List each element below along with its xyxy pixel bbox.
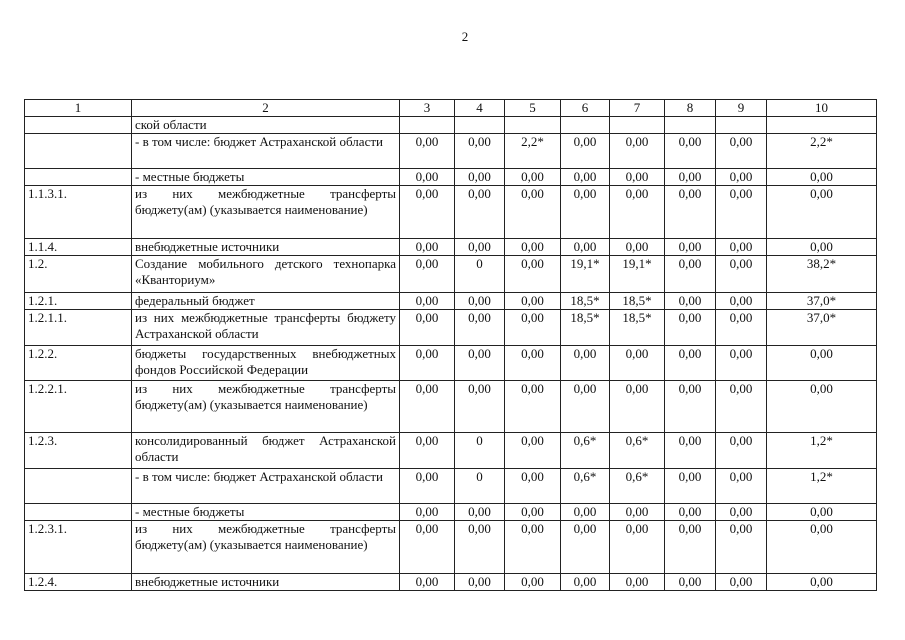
table-row <box>25 256 877 293</box>
row-value-col-3: 0,00 <box>400 469 455 504</box>
row-description: из них межбюджетные трансферты бюджету(ам) (указывается наименование) <box>132 186 400 239</box>
table-row <box>25 169 877 186</box>
row-value-col-4: 0,00 <box>455 346 505 381</box>
row-value-col-9: 0,00 <box>716 504 767 521</box>
row-value-col-4: 0,00 <box>455 521 505 574</box>
row-value-col-4: 0,00 <box>455 169 505 186</box>
row-value-col-9: 0,00 <box>716 346 767 381</box>
row-value-col-8: 0,00 <box>665 293 716 310</box>
row-value-col-4: 0 <box>455 469 505 504</box>
row-code <box>25 117 132 134</box>
row-code <box>25 169 132 186</box>
table-row <box>25 239 877 256</box>
table-row <box>25 521 877 574</box>
table-row <box>25 346 877 381</box>
row-value-col-10: 1,2* <box>767 433 877 469</box>
table-header-row <box>25 100 877 117</box>
row-value-col-9: 0,00 <box>716 239 767 256</box>
row-value-col-3: 0,00 <box>400 186 455 239</box>
row-value-col-10: 2,2* <box>767 134 877 169</box>
row-value-col-4: 0,00 <box>455 134 505 169</box>
column-header: 10 <box>767 100 877 117</box>
row-value-col-6: 0,00 <box>561 186 610 239</box>
row-description: из них межбюджетные трансферты бюджету(ам) (указывается наименование) <box>132 521 400 574</box>
row-value-col-10: 0,00 <box>767 521 877 574</box>
row-value-col-9: 0,00 <box>716 381 767 433</box>
table-row <box>25 433 877 469</box>
row-value-col-9: 0,00 <box>716 186 767 239</box>
row-value-col-7: 19,1* <box>610 256 665 293</box>
row-value-col-7: 0,00 <box>610 504 665 521</box>
row-value-col-5: 0,00 <box>505 381 561 433</box>
row-value-col-6: 0,00 <box>561 134 610 169</box>
row-value-col-10: 0,00 <box>767 574 877 591</box>
row-value-col-6: 18,5* <box>561 310 610 346</box>
row-value-col-3: 0,00 <box>400 256 455 293</box>
row-description: федеральный бюджет <box>132 293 400 310</box>
row-value-col-9: 0,00 <box>716 433 767 469</box>
row-value-col-3: 0,00 <box>400 521 455 574</box>
row-value-col-10: 0,00 <box>767 381 877 433</box>
table-row <box>25 504 877 521</box>
row-value-col-7: 0,6* <box>610 469 665 504</box>
column-header: 7 <box>610 100 665 117</box>
row-value-col-8: 0,00 <box>665 134 716 169</box>
row-value-col-6: 0,6* <box>561 469 610 504</box>
table-row <box>25 186 877 239</box>
row-value-col-9: 0,00 <box>716 469 767 504</box>
row-value-col-3: 0,00 <box>400 381 455 433</box>
row-value-col-6: 0,00 <box>561 574 610 591</box>
row-value-col-10: 37,0* <box>767 310 877 346</box>
row-description: внебюджетные источники <box>132 239 400 256</box>
row-description: - местные бюджеты <box>132 169 400 186</box>
row-value-col-10: 0,00 <box>767 346 877 381</box>
row-value-col-3: 0,00 <box>400 433 455 469</box>
row-value-col-7: 0,00 <box>610 521 665 574</box>
row-value-col-8: 0,00 <box>665 186 716 239</box>
table-row <box>25 469 877 504</box>
column-header: 8 <box>665 100 716 117</box>
row-value-col-10: 37,0* <box>767 293 877 310</box>
row-description: Создание мобильного детского технопарка «Кванториум» <box>132 256 400 293</box>
row-value-col-7: 18,5* <box>610 310 665 346</box>
row-value-col-10: 0,00 <box>767 504 877 521</box>
row-value-col-4: 0,00 <box>455 504 505 521</box>
column-header: 2 <box>132 100 400 117</box>
row-value-col-8 <box>665 117 716 134</box>
row-value-col-9: 0,00 <box>716 521 767 574</box>
row-value-col-3: 0,00 <box>400 310 455 346</box>
row-value-col-4: 0,00 <box>455 186 505 239</box>
row-value-col-3: 0,00 <box>400 504 455 521</box>
column-header: 1 <box>25 100 132 117</box>
row-value-col-5 <box>505 117 561 134</box>
row-value-col-7: 0,00 <box>610 134 665 169</box>
row-value-col-9: 0,00 <box>716 256 767 293</box>
row-value-col-7 <box>610 117 665 134</box>
column-header: 9 <box>716 100 767 117</box>
row-description: - в том числе: бюджет Астраханской области <box>132 469 400 504</box>
row-value-col-10: 38,2* <box>767 256 877 293</box>
row-code: 1.2.1. <box>25 293 132 310</box>
row-value-col-4: 0,00 <box>455 310 505 346</box>
column-header: 6 <box>561 100 610 117</box>
row-code: 1.1.4. <box>25 239 132 256</box>
row-description: из них межбюджетные трансферты бюджету Астраханской области <box>132 310 400 346</box>
row-value-col-6: 18,5* <box>561 293 610 310</box>
row-value-col-4: 0 <box>455 256 505 293</box>
row-description: ской области <box>132 117 400 134</box>
row-value-col-8: 0,00 <box>665 310 716 346</box>
row-value-col-10 <box>767 117 877 134</box>
row-value-col-5: 2,2* <box>505 134 561 169</box>
table-row <box>25 134 877 169</box>
row-description: бюджеты государственных внебюджетных фондов Российской Федерации <box>132 346 400 381</box>
row-value-col-4 <box>455 117 505 134</box>
row-code: 1.2.3. <box>25 433 132 469</box>
budget-table <box>24 99 877 591</box>
row-value-col-7: 0,00 <box>610 381 665 433</box>
row-value-col-8: 0,00 <box>665 574 716 591</box>
row-value-col-6: 19,1* <box>561 256 610 293</box>
row-code: 1.2.1.1. <box>25 310 132 346</box>
column-header: 5 <box>505 100 561 117</box>
row-code: 1.2.2. <box>25 346 132 381</box>
row-value-col-8: 0,00 <box>665 169 716 186</box>
row-value-col-5: 0,00 <box>505 521 561 574</box>
table-row <box>25 381 877 433</box>
row-value-col-6: 0,00 <box>561 504 610 521</box>
row-code: 1.1.3.1. <box>25 186 132 239</box>
row-value-col-7: 0,00 <box>610 574 665 591</box>
row-value-col-3: 0,00 <box>400 169 455 186</box>
row-value-col-6: 0,00 <box>561 521 610 574</box>
row-value-col-8: 0,00 <box>665 469 716 504</box>
row-value-col-5: 0,00 <box>505 310 561 346</box>
row-description: - местные бюджеты <box>132 504 400 521</box>
row-value-col-7: 18,5* <box>610 293 665 310</box>
row-value-col-9: 0,00 <box>716 293 767 310</box>
table-row <box>25 310 877 346</box>
row-value-col-9 <box>716 117 767 134</box>
row-value-col-8: 0,00 <box>665 239 716 256</box>
row-value-col-5: 0,00 <box>505 469 561 504</box>
table-body <box>25 117 877 591</box>
row-value-col-10: 1,2* <box>767 469 877 504</box>
row-code <box>25 134 132 169</box>
row-value-col-6: 0,00 <box>561 381 610 433</box>
row-value-col-7: 0,6* <box>610 433 665 469</box>
row-value-col-10: 0,00 <box>767 239 877 256</box>
row-description: - в том числе: бюджет Астраханской области <box>132 134 400 169</box>
row-code <box>25 504 132 521</box>
row-value-col-5: 0,00 <box>505 346 561 381</box>
row-value-col-6: 0,00 <box>561 169 610 186</box>
row-value-col-7: 0,00 <box>610 346 665 381</box>
row-value-col-4: 0,00 <box>455 239 505 256</box>
row-value-col-3: 0,00 <box>400 346 455 381</box>
row-description: из них межбюджетные трансферты бюджету(ам) (указывается наименование) <box>132 381 400 433</box>
row-value-col-9: 0,00 <box>716 134 767 169</box>
row-value-col-8: 0,00 <box>665 521 716 574</box>
table-row <box>25 574 877 591</box>
row-value-col-5: 0,00 <box>505 169 561 186</box>
row-value-col-7: 0,00 <box>610 186 665 239</box>
table-row <box>25 117 877 134</box>
row-value-col-3 <box>400 117 455 134</box>
row-value-col-4: 0,00 <box>455 381 505 433</box>
row-value-col-5: 0,00 <box>505 433 561 469</box>
row-value-col-5: 0,00 <box>505 504 561 521</box>
row-code <box>25 469 132 504</box>
row-value-col-5: 0,00 <box>505 574 561 591</box>
row-value-col-4: 0,00 <box>455 293 505 310</box>
row-value-col-8: 0,00 <box>665 504 716 521</box>
row-value-col-3: 0,00 <box>400 293 455 310</box>
row-value-col-4: 0,00 <box>455 574 505 591</box>
row-value-col-10: 0,00 <box>767 169 877 186</box>
row-value-col-6: 0,00 <box>561 239 610 256</box>
row-value-col-8: 0,00 <box>665 346 716 381</box>
row-value-col-5: 0,00 <box>505 293 561 310</box>
table-row <box>25 293 877 310</box>
row-value-col-7: 0,00 <box>610 239 665 256</box>
row-code: 1.2.2.1. <box>25 381 132 433</box>
column-header: 3 <box>400 100 455 117</box>
row-value-col-8: 0,00 <box>665 433 716 469</box>
row-value-col-9: 0,00 <box>716 574 767 591</box>
row-value-col-6: 0,6* <box>561 433 610 469</box>
row-value-col-8: 0,00 <box>665 256 716 293</box>
page-number: 2 <box>461 29 469 44</box>
row-description: внебюджетные источники <box>132 574 400 591</box>
row-code: 1.2.3.1. <box>25 521 132 574</box>
row-value-col-3: 0,00 <box>400 239 455 256</box>
row-value-col-5: 0,00 <box>505 239 561 256</box>
row-value-col-7: 0,00 <box>610 169 665 186</box>
row-code: 1.2. <box>25 256 132 293</box>
row-value-col-10: 0,00 <box>767 186 877 239</box>
column-header: 4 <box>455 100 505 117</box>
row-value-col-6: 0,00 <box>561 346 610 381</box>
row-value-col-4: 0 <box>455 433 505 469</box>
row-value-col-5: 0,00 <box>505 186 561 239</box>
row-code: 1.2.4. <box>25 574 132 591</box>
row-value-col-9: 0,00 <box>716 310 767 346</box>
row-description: консолидированный бюджет Астраханской области <box>132 433 400 469</box>
row-value-col-3: 0,00 <box>400 574 455 591</box>
row-value-col-8: 0,00 <box>665 381 716 433</box>
row-value-col-9: 0,00 <box>716 169 767 186</box>
row-value-col-3: 0,00 <box>400 134 455 169</box>
row-value-col-5: 0,00 <box>505 256 561 293</box>
row-value-col-6 <box>561 117 610 134</box>
